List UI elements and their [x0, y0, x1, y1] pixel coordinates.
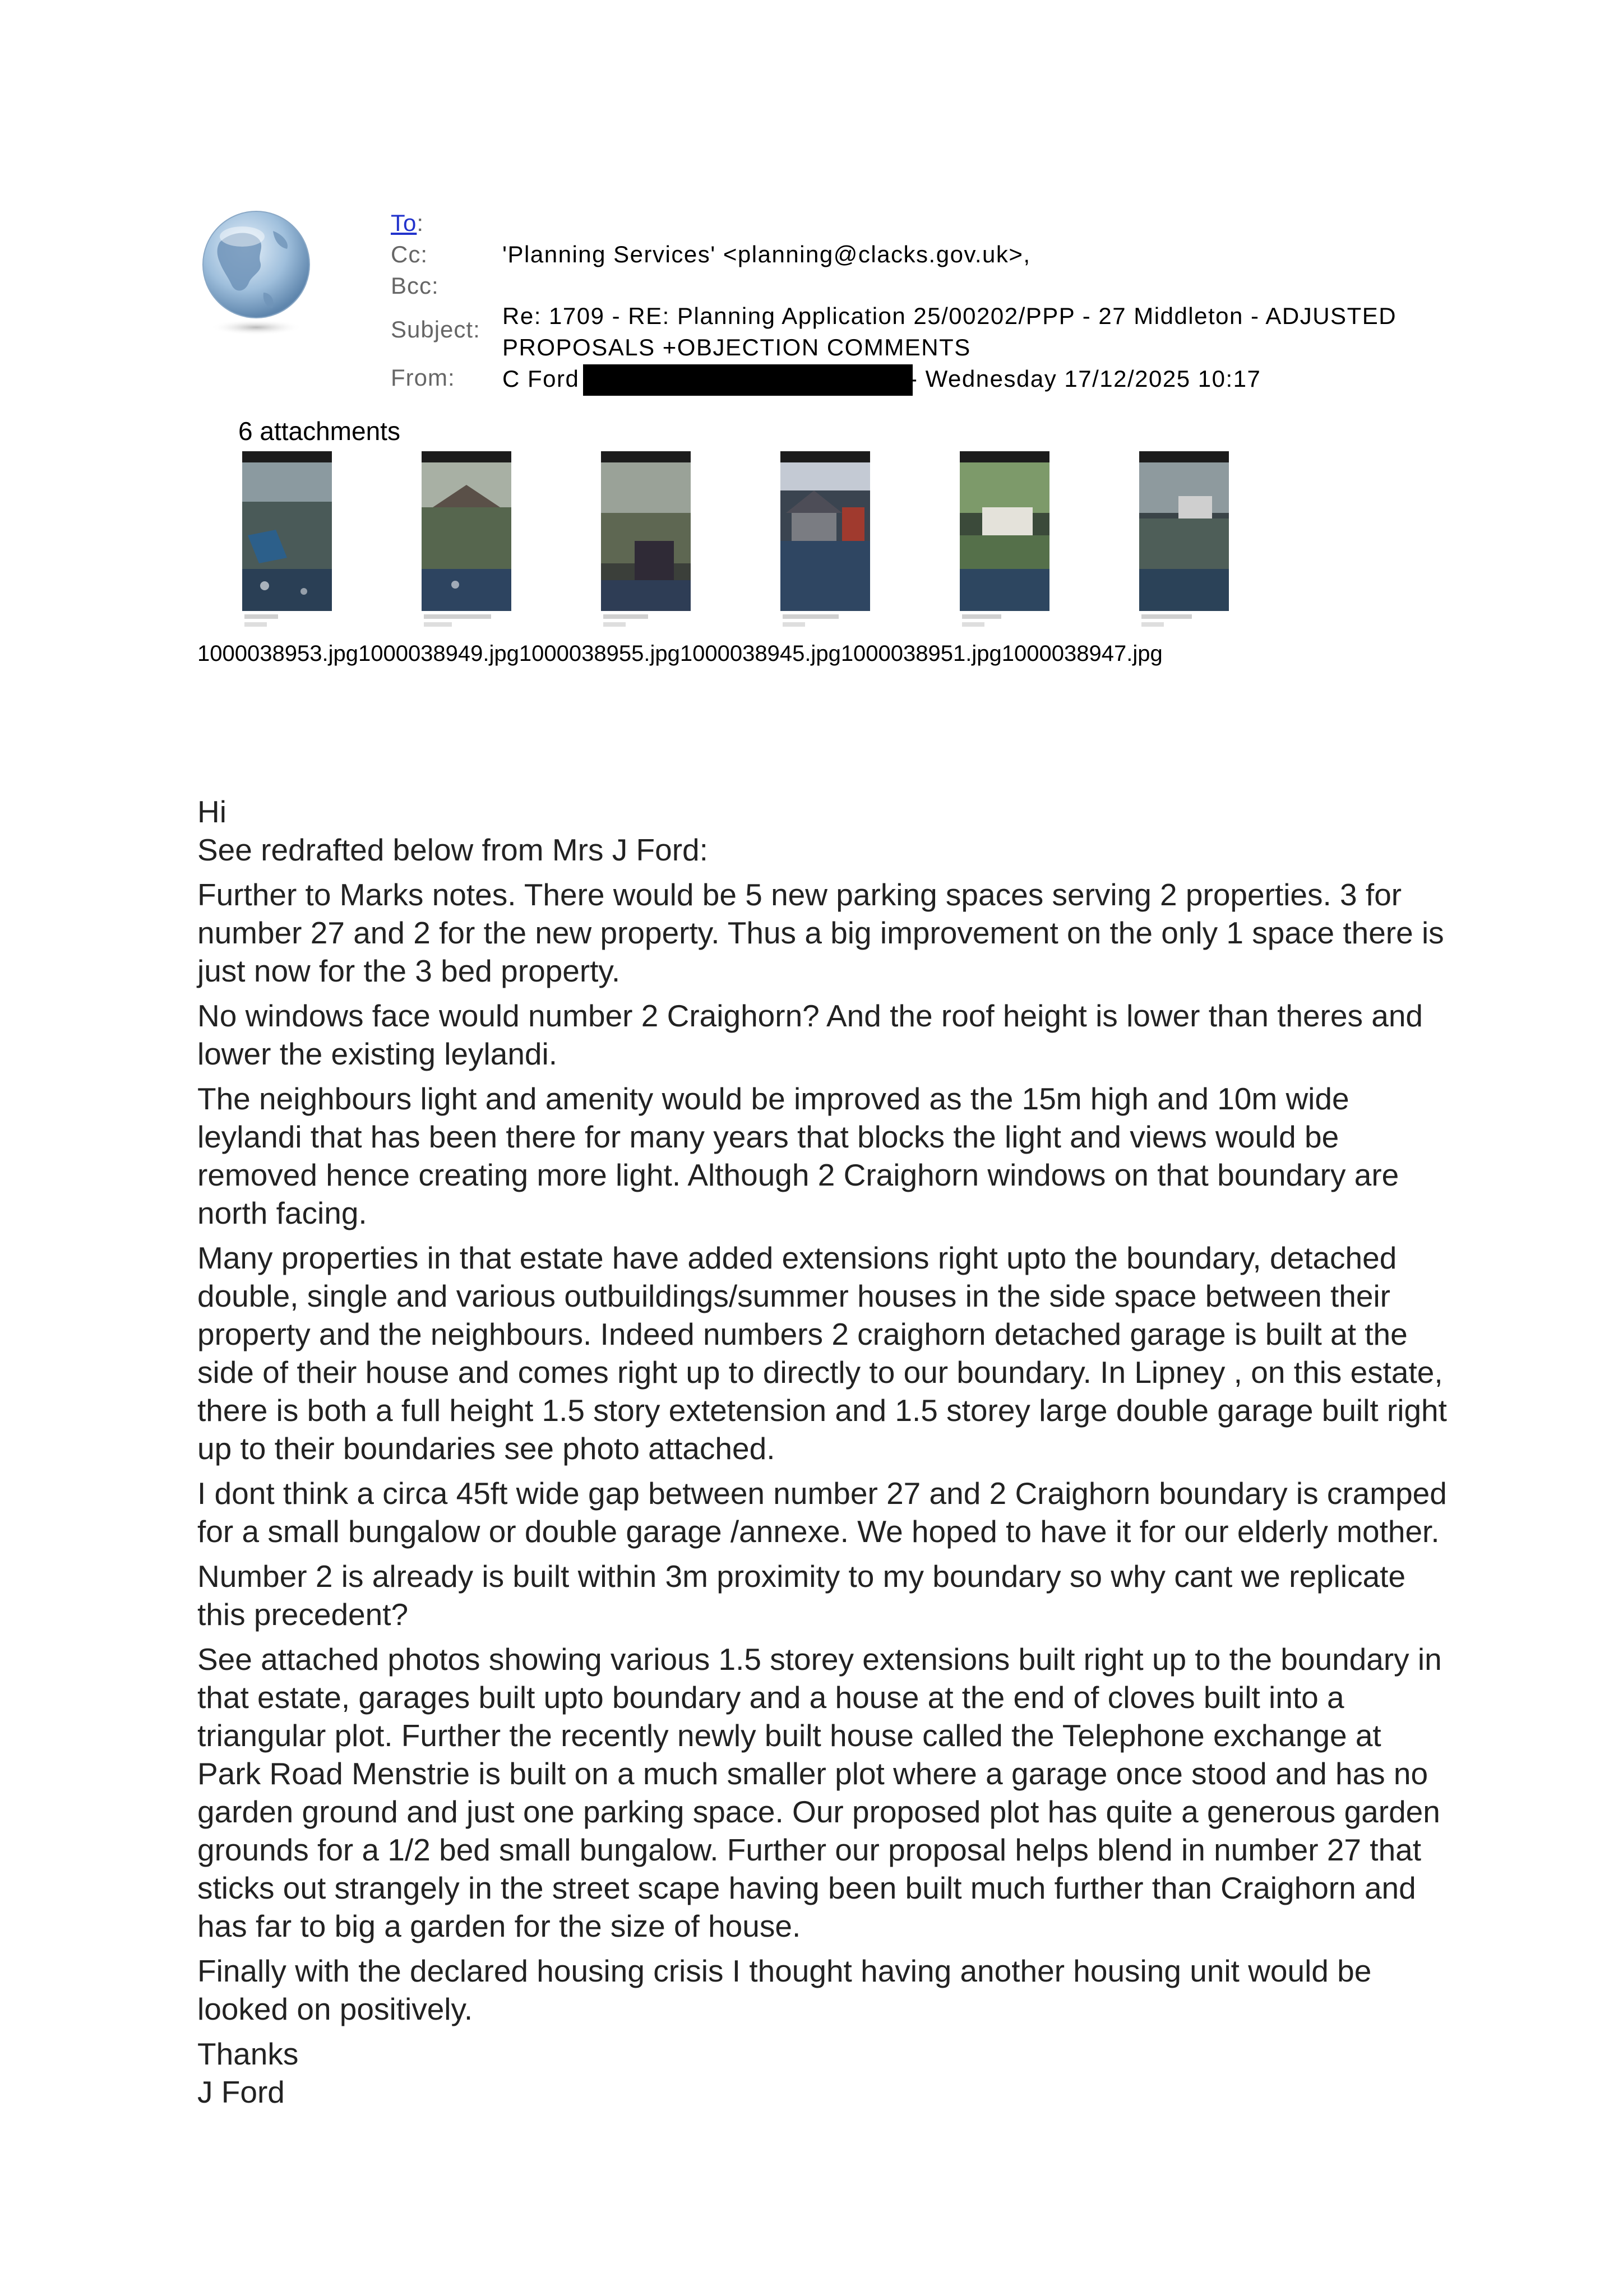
- bcc-label: Bcc:: [391, 272, 439, 299]
- thumbnail-caption-mark: [601, 612, 691, 631]
- body-paragraph: The neighbours light and amenity would be improved as the 15m high and 10m wide leylandi that has been there for many years that blocks the light and views would be removed hence creating more light. Although 2 Craighorn windows on that boundary are north facing.: [197, 1081, 1399, 1230]
- cc-value: 'Planning Services' <planning@clacks.gov.uk>,: [502, 241, 1031, 267]
- signature: J Ford: [197, 2075, 285, 2109]
- globe-avatar-icon: [197, 209, 315, 337]
- from-name: C Ford: [502, 365, 580, 392]
- body-paragraph: Many properties in that estate have added extensions right upto the boundary, detached double, single and various outbuildings/summer houses in the side space between their property and the neighbours. Indeed numbers 2 craighorn detached garage is built at the side of their house and comes right up to directly to our boundary. In Lipney , on this estate, there is both a full height 1.5 story extetension and 1.5 storey large double garage built right up to their boundaries see photo attached.: [197, 1240, 1447, 1466]
- from-label: From:: [391, 364, 455, 391]
- signoff: Thanks: [197, 2036, 299, 2071]
- greeting: Hi: [197, 794, 226, 829]
- attachment-thumbnail[interactable]: [242, 451, 332, 611]
- attachment-thumbnail[interactable]: [780, 451, 870, 611]
- to-label[interactable]: To:: [391, 210, 424, 236]
- intro-line: See redrafted below from Mrs J Ford:: [197, 832, 708, 867]
- body-paragraph: Number 2 is already is built within 3m proximity to my boundary so why cant we replicate this precedent?: [197, 1559, 1406, 1632]
- attachment-thumbnail[interactable]: [601, 451, 691, 611]
- attachment-thumbnail[interactable]: [1139, 451, 1229, 611]
- body-paragraph: Finally with the declared housing crisis I thought having another housing unit would be looked on positively.: [197, 1954, 1372, 2026]
- attachments-count: 6 attachments: [238, 416, 400, 446]
- from-date: - Wednesday 17/12/2025 10:17: [909, 365, 1261, 392]
- body-paragraph: No windows face would number 2 Craighorn? And the roof height is lower than theres and lower the existing leylandi.: [197, 998, 1423, 1071]
- subject-line-1: Re: 1709 - RE: Planning Application 25/00202/PPP - 27 Middleton - ADJUSTED: [502, 303, 1397, 329]
- thumbnail-caption-mark: [422, 612, 511, 631]
- subject-line-2: PROPOSALS +OBJECTION COMMENTS: [502, 334, 971, 360]
- thumbnail-caption-mark: [780, 612, 870, 631]
- thumbnail-caption-mark: [960, 612, 1049, 631]
- redaction-bar: [583, 364, 913, 396]
- body-paragraph: See attached photos showing various 1.5 storey extensions built right up to the boundary in that estate, garages built upto boundary and a house at the end of cloves built into a triangular plot. Further the recently newly built house called the Telephone exchange at Park Road Menstrie is built on a much smaller plot where a garage once stood and has no garden ground and just one parking space. Our proposed plot has quite a generous garden grounds for a 1/2 bed small bungalow. Further our proposal helps blend in number 27 that sticks out strangely in the street scape having been built much further than Craighorn and has far to big a garden for the size of house.: [197, 1642, 1442, 1943]
- subject-label: Subject:: [391, 316, 480, 342]
- cc-label: Cc:: [391, 241, 428, 267]
- body-paragraph: I dont think a circa 45ft wide gap between number 27 and 2 Craighorn boundary is cramped for a small bungalow or double garage /annexe. We hoped to have it for our elderly mother.: [197, 1476, 1447, 1549]
- message-body: [197, 793, 1453, 2111]
- thumbnail-caption-mark: [242, 612, 332, 631]
- body-paragraph: Further to Marks notes. There would be 5 new parking spaces serving 2 properties. 3 for number 27 and 2 for the new property. Thus a big improvement on the only 1 space there is just now for the 3 bed property.: [197, 877, 1444, 988]
- attachment-thumbnail[interactable]: [422, 451, 511, 611]
- thumbnail-caption-mark: [1139, 612, 1229, 631]
- attachment-thumbnail[interactable]: [960, 451, 1049, 611]
- attachment-filenames[interactable]: 1000038953.jpg1000038949.jpg1000038955.jpg1000038945.jpg1000038951.jpg1000038947.jpg: [197, 641, 1163, 666]
